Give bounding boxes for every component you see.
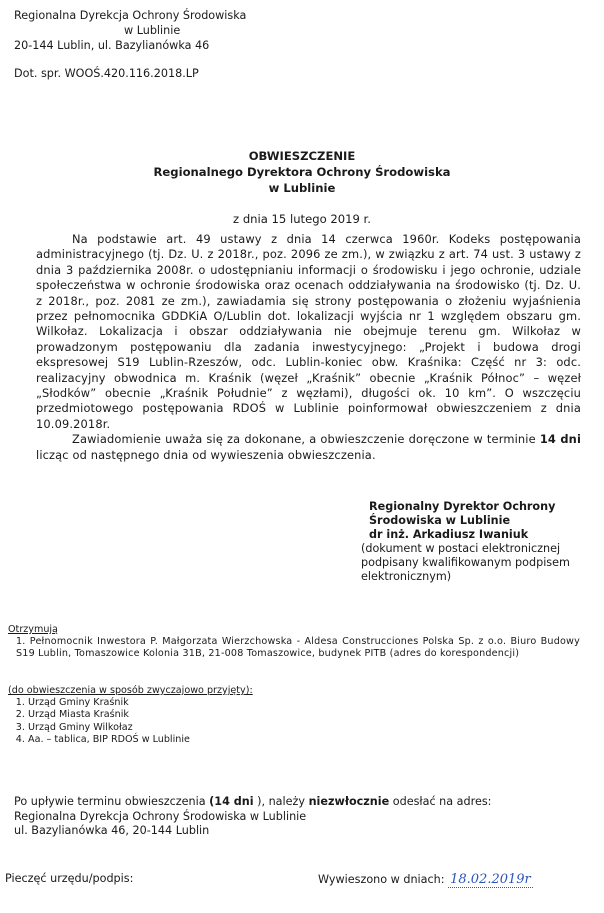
return-text: Po upływie terminu obwieszczenia (14, 795, 210, 808)
signature-note-2: podpisany kwalifikowanym podpisem (361, 556, 570, 569)
distribution-section (8, 685, 253, 746)
posted-dates (318, 872, 533, 888)
return-instructions (14, 795, 491, 839)
return-text: ), należy (253, 795, 309, 808)
stamp-signature-label: Pieczęć urzędu/podpis: (5, 872, 134, 885)
issuer-org-name: Regionalna Dyrekcja Ochrony Środowiska (14, 9, 247, 22)
title-authority: Regionalnego Dyrektora Ochrony Środowiska (153, 165, 451, 179)
signature-title: Regionalny Dyrektor Ochrony (369, 500, 556, 513)
signature-block (361, 500, 570, 584)
distribution-item: 4. Aa. – tablica, BIP RDOŚ w Lublinie (28, 734, 253, 746)
recipient-item: 1. Pełnomocnik Inwestora P. Małgorzata Wierzchowska - Aldesa Construcciones Polska Sp. z o.o. Biuro Budowy S19 Lublin, Tomaszowice Kolonia 31B, 21-008 Tomaszowice, budynek PITB (adres do korespondencji) (16, 636, 580, 659)
return-deadline: (14 dni (209, 795, 254, 808)
signatory-name: dr inż. Arkadiusz Iwaniuk (369, 528, 529, 541)
document-body (36, 232, 581, 463)
distribution-item: 3. Urząd Gminy Wilkołaz (28, 722, 253, 734)
signature-note-3: elektronicznym) (361, 570, 452, 583)
body-paragraph-2 (36, 432, 581, 463)
deadline-bold: 14 dni (539, 432, 581, 447)
return-address-street: ul. Bazylianówka 46, 20-144 Lublin (14, 824, 210, 837)
signature-title-2: Środowiska w Lublinie (369, 514, 511, 527)
distribution-list (8, 697, 253, 746)
return-line-1 (14, 795, 491, 810)
issuer-address: 20-144 Lublin, ul. Bazylianówka 46 (14, 39, 210, 52)
distribution-heading: (do obwieszczenia w sposób zwyczajowo przyjęty): (8, 685, 253, 696)
case-reference: Dot. spr. WOOŚ.420.116.2018.LP (14, 67, 199, 80)
title-city: w Lublinie (268, 181, 336, 195)
distribution-item: 2. Urząd Miasta Kraśnik (28, 709, 253, 721)
issuer-header (14, 8, 246, 53)
issuer-org-city: w Lublinie (124, 24, 181, 37)
document-title (0, 148, 604, 196)
recipients-section (8, 624, 580, 660)
return-urgency: niezwłocznie (308, 795, 390, 808)
signature-note-1: (dokument w postaci elektronicznej (361, 542, 561, 555)
recipients-heading: Otrzymują (8, 624, 58, 635)
return-text: odesłać na adres: (389, 795, 492, 808)
distribution-item: 1. Urząd Gminy Kraśnik (28, 697, 253, 709)
paragraph-2-text: Zawiadomienie uważa się za dokonane, a obwieszczenie doręczone w terminie (72, 432, 540, 447)
paragraph-2-tail: licząc od następnego dnia od wywieszenia obwieszczenia. (36, 447, 376, 462)
return-address-org: Regionalna Dyrekcja Ochrony Środowiska w Lublinie (14, 809, 307, 823)
posted-date-handwritten: 18.02.2019r (450, 872, 531, 887)
title-main: OBWIESZCZENIE (248, 149, 356, 163)
posted-label: Wywieszono w dniach: (318, 873, 445, 886)
body-paragraph-1: Na podstawie art. 49 ustawy z dnia 14 czerwca 1960r. Kodeks postępowania administracyjnego (tj. Dz. U. z 2018r., poz. 2096 ze zm.), w związku z art. 74 ust. 3 ustawy z dnia 3 października 2008r. o udostępnianiu informacji o środowisku i jego ochronie, udziale społeczeństwa w ochronie środowiska oraz ocenach oddziaływania na środowisko (tj. Dz. U. z 2018r., poz. 2081 ze zm.), zawiadamia się strony postępowania o złożeniu wyjaśnienia przez pełnomocnika GDDKiA O/Lublin dot. lokalizacji wyjścia nr 1 względem obszaru gm. Wilkołaz. Lokalizacja i obszar oddziaływania nie obejmuje terenu gm. Wilkołaz w prowadzonym postępowaniu dla zadania inwestycyjnego: „Projekt i budowa drogi ekspresowej S19 Lublin-Rzeszów, odc. Lublin-koniec obw. Kraśnika: Część nr 3: odc. realizacyjny obwodnica m. Kraśnik (węzeł „Kraśnik” obecnie „Kraśnik Północ” – węzeł „Słodków” obecnie „Kraśnik Południe” z węzłami), długości ok. 10 km”. O wszczęciu przedmiotowego postępowania RDOŚ w Lublinie poinformował obwieszczeniem z dnia 10.09.2018r. (36, 232, 581, 431)
document-date: z dnia 15 lutego 2019 r. (233, 212, 371, 226)
